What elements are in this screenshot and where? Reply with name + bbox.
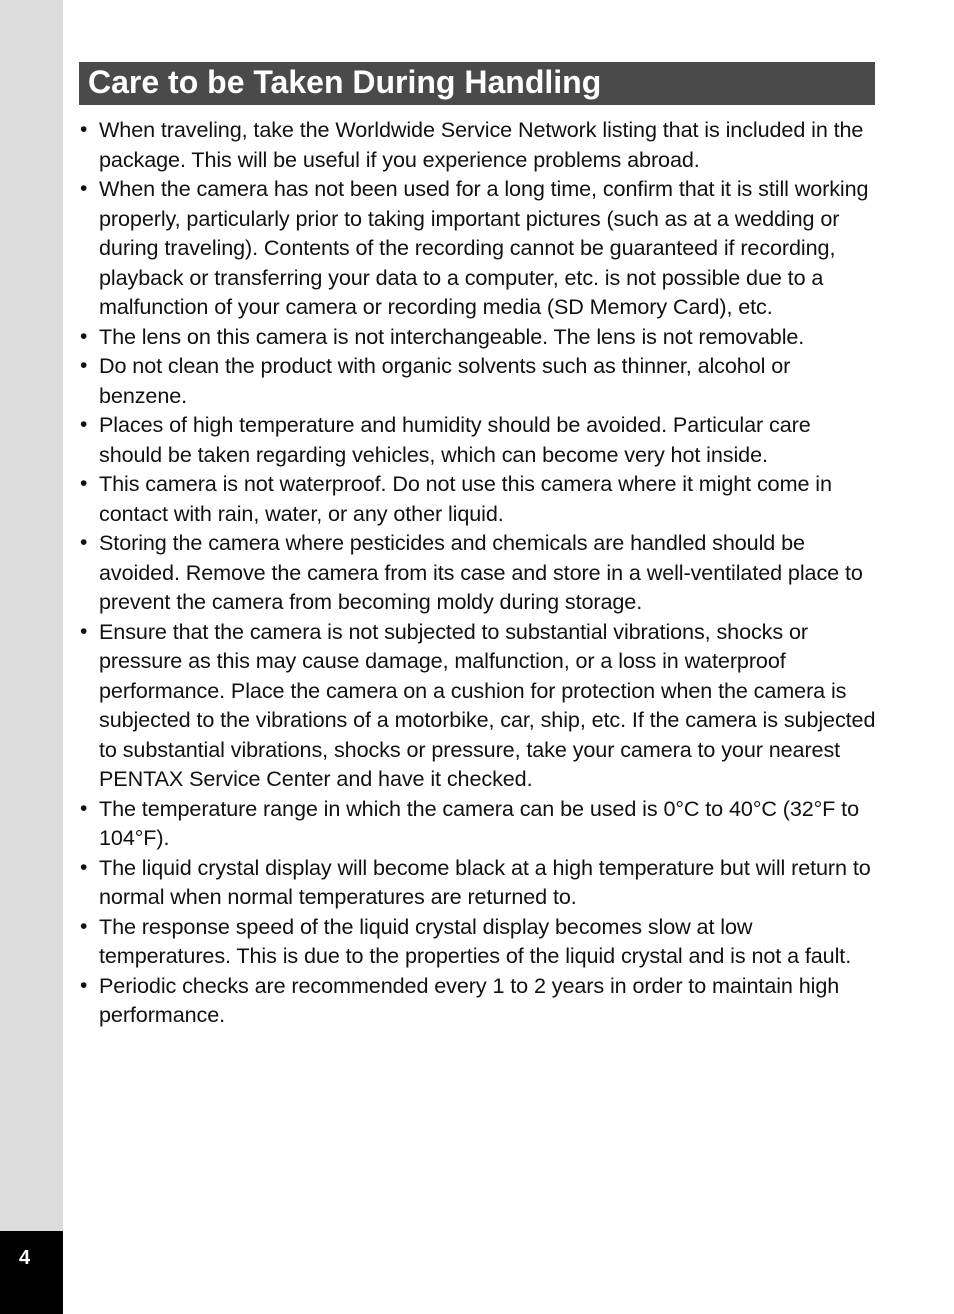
bullet-icon: • [80,855,88,879]
note-item [78,410,878,469]
note-item [78,115,878,174]
section-title-bar [79,62,875,105]
note-item [78,351,878,410]
note-text: The lens on this camera is not interchangeable. The lens is not removable. [99,323,805,349]
note-text: Storing the camera where pesticides and chemicals are handled should be avoided. Remove the camera from its case and store in a well-ventilated place to prevent the camera from becoming moldy during storage. [99,530,863,614]
note-text: When traveling, take the Worldwide Service Network listing that is included in the package. This will be useful if you experience problems abroad. [99,117,864,172]
note-item [78,617,878,794]
page-number-tab [0,1231,63,1314]
note-text: The temperature range in which the camera can be used is 0°C to 40°C (32°F to 104°F). [99,795,859,850]
bullet-icon: • [80,354,88,377]
note-item [78,794,878,853]
bullet-icon: • [80,118,88,141]
note-text: Ensure that the camera is not subjected to substantial vibrations, shocks or pressure as this may cause damage, malfunction, or a loss in waterproof performance. Place the camera on a cushion for protection when the camera is subjected to the vibrations of a motorbike, car, ship, etc. If the camera is subjected to substantial vibrations, shocks or pressure, take your camera to your nearest PENTAX Service Center and have it checked. [99,618,876,791]
note-text: The liquid crystal display will become black at a high temperature but will return to normal when normal temperatures are returned to. [99,854,871,909]
note-text: When the camera has not been used for a long time, confirm that it is still working properly, particularly prior to taking important pictures (such as at a wedding or during traveling). Contents of the recording cannot be guaranteed if recording, playback or transferring your data to a computer, etc. is not possible due to a malfunction of your camera or recording media (SD Memory Card), etc. [99,176,869,319]
note-text: Places of high temperature and humidity should be avoided. Particular care should be taken regarding vehicles, which can become very hot inside. [99,412,811,467]
note-item [78,912,878,971]
bullet-icon: • [80,413,88,436]
page-number: 4 [18,1247,31,1269]
bullet-icon: • [80,531,88,554]
note-item [78,528,878,617]
bullet-icon: • [80,973,88,997]
note-text: This camera is not waterproof. Do not use this camera where it might come in contact with rain, water, or any other liquid. [99,471,832,526]
bullet-icon: • [80,796,88,820]
bullet-icon: • [80,324,88,348]
handling-notes-list [78,115,878,1030]
note-text: Do not clean the product with organic solvents such as thinner, alcohol or benzene. [99,353,791,408]
bullet-icon: • [80,472,88,495]
note-text: The response speed of the liquid crystal display becomes slow at low temperatures. This is due to the properties of the liquid crystal and is not a fault. [99,913,852,968]
note-item [78,322,878,352]
note-item [78,971,878,1030]
note-item [78,174,878,322]
note-text: Periodic checks are recommended every 1 to 2 years in order to maintain high performance. [99,972,840,1027]
note-item [78,853,878,912]
bullet-icon: • [80,914,88,938]
bullet-icon: • [80,177,88,200]
section-title: Care to be Taken During Handling [88,64,602,100]
side-margin-strip [0,0,63,1314]
note-item [78,469,878,528]
bullet-icon: • [80,619,88,643]
